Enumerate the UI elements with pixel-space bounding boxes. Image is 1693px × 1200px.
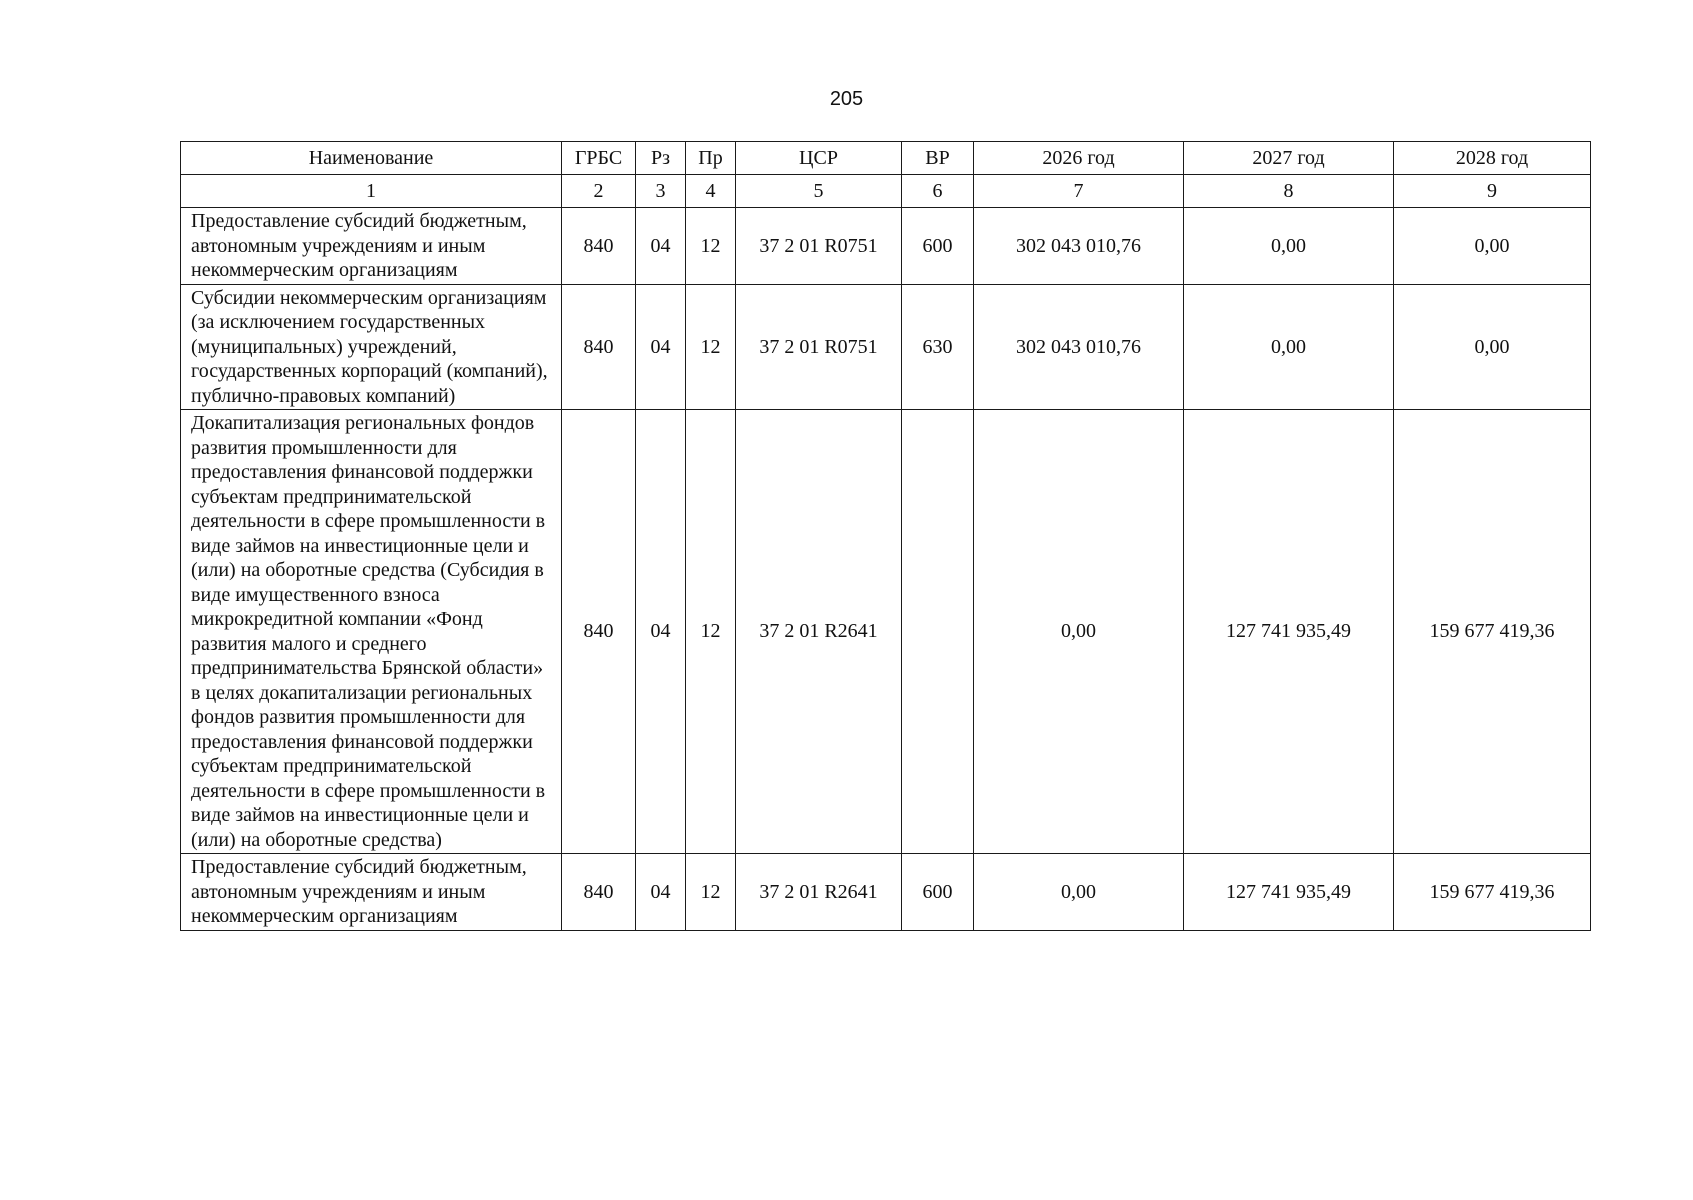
column-number: 6 xyxy=(902,175,974,208)
header-name: Наименование xyxy=(181,142,562,175)
row-pr: 12 xyxy=(686,854,736,931)
row-csr: 37 2 01 R0751 xyxy=(736,208,902,285)
row-vr: 600 xyxy=(902,208,974,285)
row-pr: 12 xyxy=(686,284,736,410)
row-name: Докапитализация региональных фондов развития промышленности для предоставления финансовой поддержки субъектам предпринимательской деятельности в сфере промышленности в виде займов на инвестиционные цели и (или) на оборотные средства (Субсидия в виде имущественного взноса микрокредитной компании «Фонд развития малого и среднего предпринимательства Брянской области» в целях докапитализации региональных фондов развития промышленности для предоставления финансовой поддержки субъектам предпринимательской деятельности в сфере промышленности в виде займов на инвестиционные цели и (или) на оборотные средства) xyxy=(181,410,562,854)
column-number: 5 xyxy=(736,175,902,208)
row-grbs: 840 xyxy=(562,410,636,854)
row-name: Предоставление субсидий бюджетным, автономным учреждениям и иным некоммерческим организациям xyxy=(181,208,562,285)
row-2027: 127 741 935,49 xyxy=(1184,854,1394,931)
row-2028: 159 677 419,36 xyxy=(1394,410,1591,854)
header-2028: 2028 год xyxy=(1394,142,1591,175)
header-row xyxy=(181,142,1591,175)
table-row xyxy=(181,854,1591,931)
header-pr: Пр xyxy=(686,142,736,175)
row-vr xyxy=(902,410,974,854)
row-csr: 37 2 01 R0751 xyxy=(736,284,902,410)
row-2027: 0,00 xyxy=(1184,284,1394,410)
row-2026: 0,00 xyxy=(974,854,1184,931)
row-csr: 37 2 01 R2641 xyxy=(736,854,902,931)
row-rz: 04 xyxy=(636,208,686,285)
column-number: 1 xyxy=(181,175,562,208)
column-number: 2 xyxy=(562,175,636,208)
row-2028: 159 677 419,36 xyxy=(1394,854,1591,931)
header-2027: 2027 год xyxy=(1184,142,1394,175)
row-2027: 0,00 xyxy=(1184,208,1394,285)
column-number: 3 xyxy=(636,175,686,208)
row-name: Субсидии некоммерческим организациям (за исключением государственных (муниципальных) учреждений, государственных корпораций (компаний), публично-правовых компаний) xyxy=(181,284,562,410)
column-number: 4 xyxy=(686,175,736,208)
budget-table xyxy=(180,141,1591,931)
row-vr: 630 xyxy=(902,284,974,410)
row-2026: 302 043 010,76 xyxy=(974,208,1184,285)
row-rz: 04 xyxy=(636,284,686,410)
column-number: 8 xyxy=(1184,175,1394,208)
row-grbs: 840 xyxy=(562,284,636,410)
row-2028: 0,00 xyxy=(1394,284,1591,410)
header-vr: ВР xyxy=(902,142,974,175)
row-2026: 0,00 xyxy=(974,410,1184,854)
row-2027: 127 741 935,49 xyxy=(1184,410,1394,854)
header-2026: 2026 год xyxy=(974,142,1184,175)
column-number: 9 xyxy=(1394,175,1591,208)
table-row xyxy=(181,208,1591,285)
row-grbs: 840 xyxy=(562,208,636,285)
row-vr: 600 xyxy=(902,854,974,931)
page-number: 205 xyxy=(829,88,864,110)
row-rz: 04 xyxy=(636,410,686,854)
row-2026: 302 043 010,76 xyxy=(974,284,1184,410)
header-grbs: ГРБС xyxy=(562,142,636,175)
row-rz: 04 xyxy=(636,854,686,931)
header-csr: ЦСР xyxy=(736,142,902,175)
column-number: 7 xyxy=(974,175,1184,208)
row-grbs: 840 xyxy=(562,854,636,931)
row-pr: 12 xyxy=(686,208,736,285)
row-pr: 12 xyxy=(686,410,736,854)
column-number-row xyxy=(181,175,1591,208)
row-name: Предоставление субсидий бюджетным, автономным учреждениям и иным некоммерческим организациям xyxy=(181,854,562,931)
row-csr: 37 2 01 R2641 xyxy=(736,410,902,854)
table-row xyxy=(181,410,1591,854)
table-row xyxy=(181,284,1591,410)
header-rz: Рз xyxy=(636,142,686,175)
row-2028: 0,00 xyxy=(1394,208,1591,285)
